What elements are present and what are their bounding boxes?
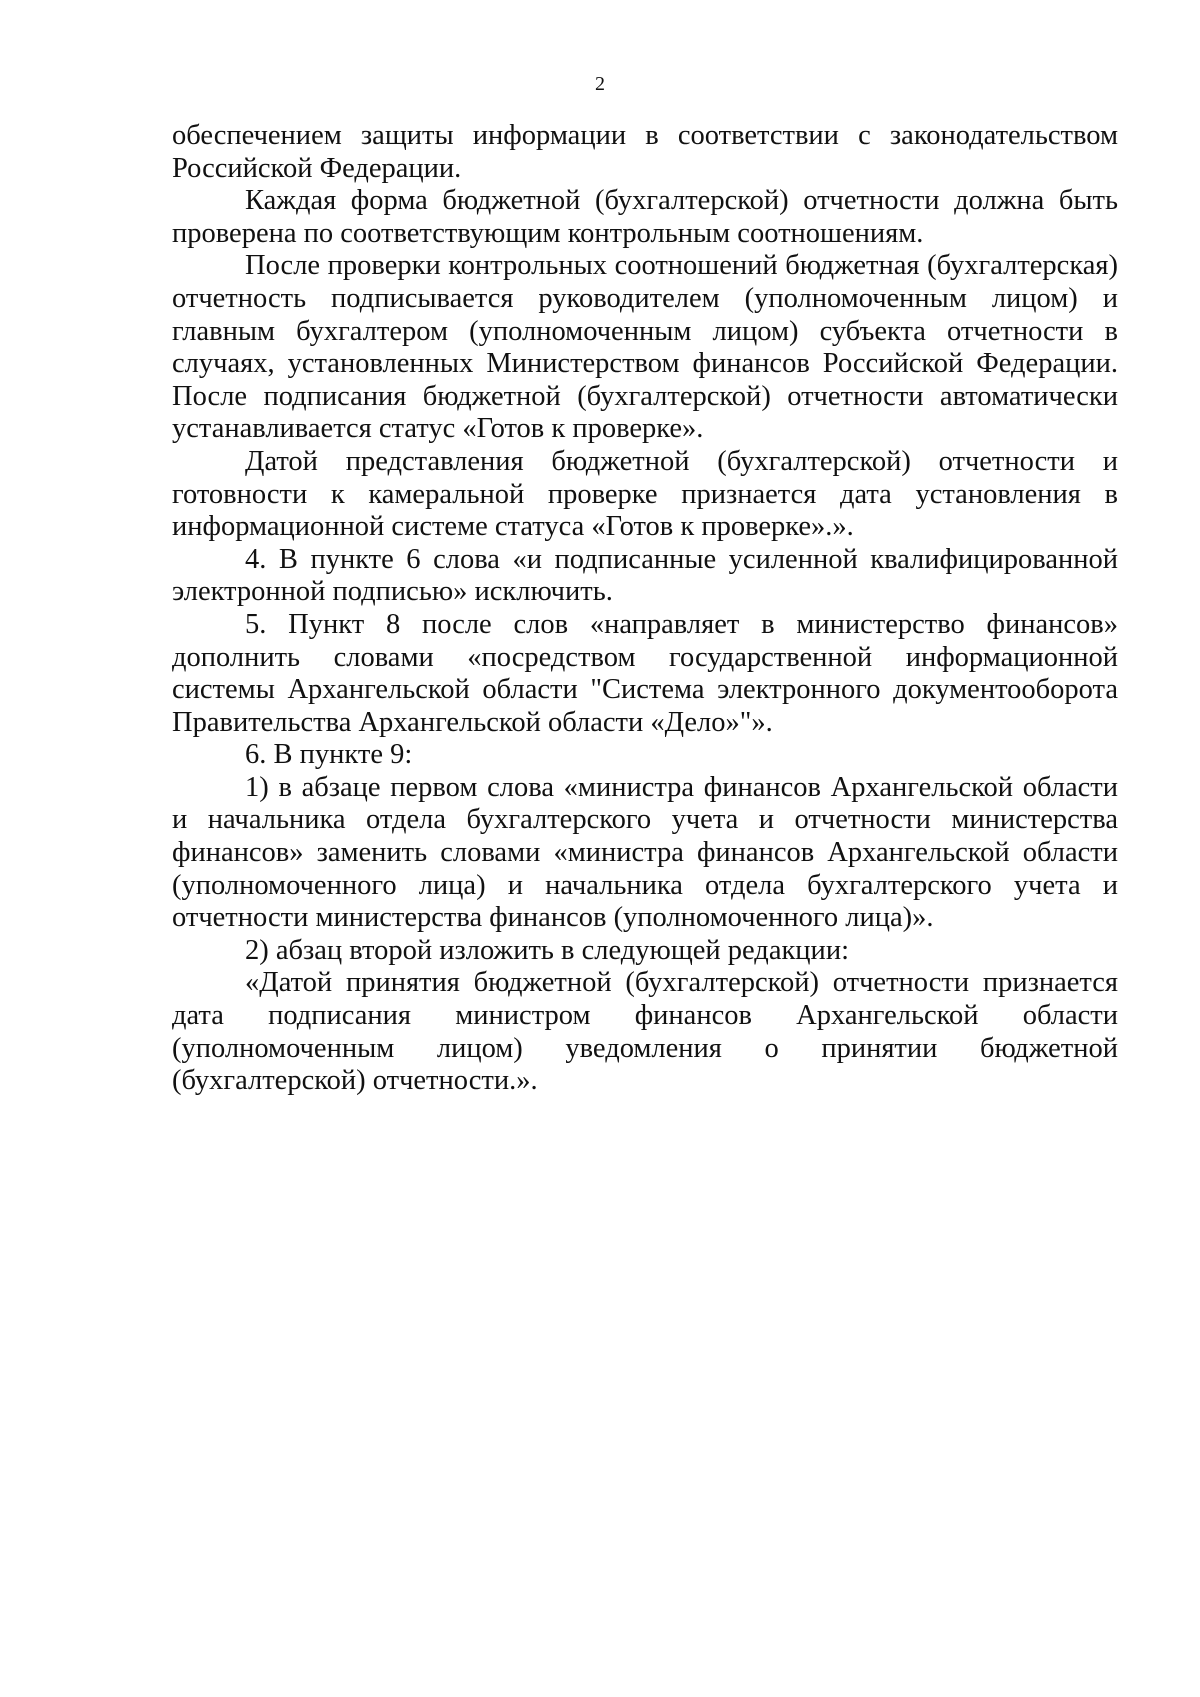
paragraph-item-4: 4. В пункте 6 слова «и подписанные усиленной квалифицированной электронной подписью» исключить. [172,543,1118,608]
page-number: 2 [595,73,605,95]
paragraph-item-6: 6. В пункте 9: [245,739,413,771]
paragraph-continuation: обеспечением защиты информации в соответствии с законодательством Российской Федерации. [172,120,1118,184]
paragraph-signing: После проверки контрольных соотношений бюджетная (бухгалтерская) отчетность подписывается руководителем (уполномоченным лицом) и главным бухгалтером (уполномоченным лицом) субъекта отчетности в случаях, установленных Министерством финансов Российской Федерации. После подписания бюджетной (бухгалтерской) отчетности автоматически устанавливается статус «Готов к проверке». [172,250,1118,445]
paragraph-item-6-1: 1) в абзаце первом слова «министра финансов Архангельской области и начальника отдела бухгалтерского учета и отчетности министерства финансов» заменить словами «министра финансов Архангельской области (уполномоченного лица) и начальника отдела бухгалтерского учета и отчетности министерства финансов (уполномоченного лица)». [172,771,1118,934]
paragraph-item-6-2: 2) абзац второй изложить в следующей редакции: [245,934,849,966]
paragraph-submission-date: Датой представления бюджетной (бухгалтерской) отчетности и готовности к камеральной проверке признается дата установления в информационной системе статуса «Готов к проверке».». [172,445,1118,543]
paragraph-new-wording: «Датой принятия бюджетной (бухгалтерской) отчетности признается дата подписания министром финансов Архангельской области (уполномоченным лицом) уведомления о принятии бюджетной (бухгалтерской) отчетности.». [172,967,1118,1097]
paragraph-item-5: 5. Пункт 8 после слов «направляет в министерство финансов» дополнить словами «посредством государственной информационной системы Архангельской области "Система электронного документооборота Правительства Архангельской области «Дело»"». [172,608,1118,738]
document-body [172,120,1118,1098]
paragraph-control-ratios: Каждая форма бюджетной (бухгалтерской) отчетности должна быть проверена по соответствующим контрольным соотношениям. [172,185,1118,249]
